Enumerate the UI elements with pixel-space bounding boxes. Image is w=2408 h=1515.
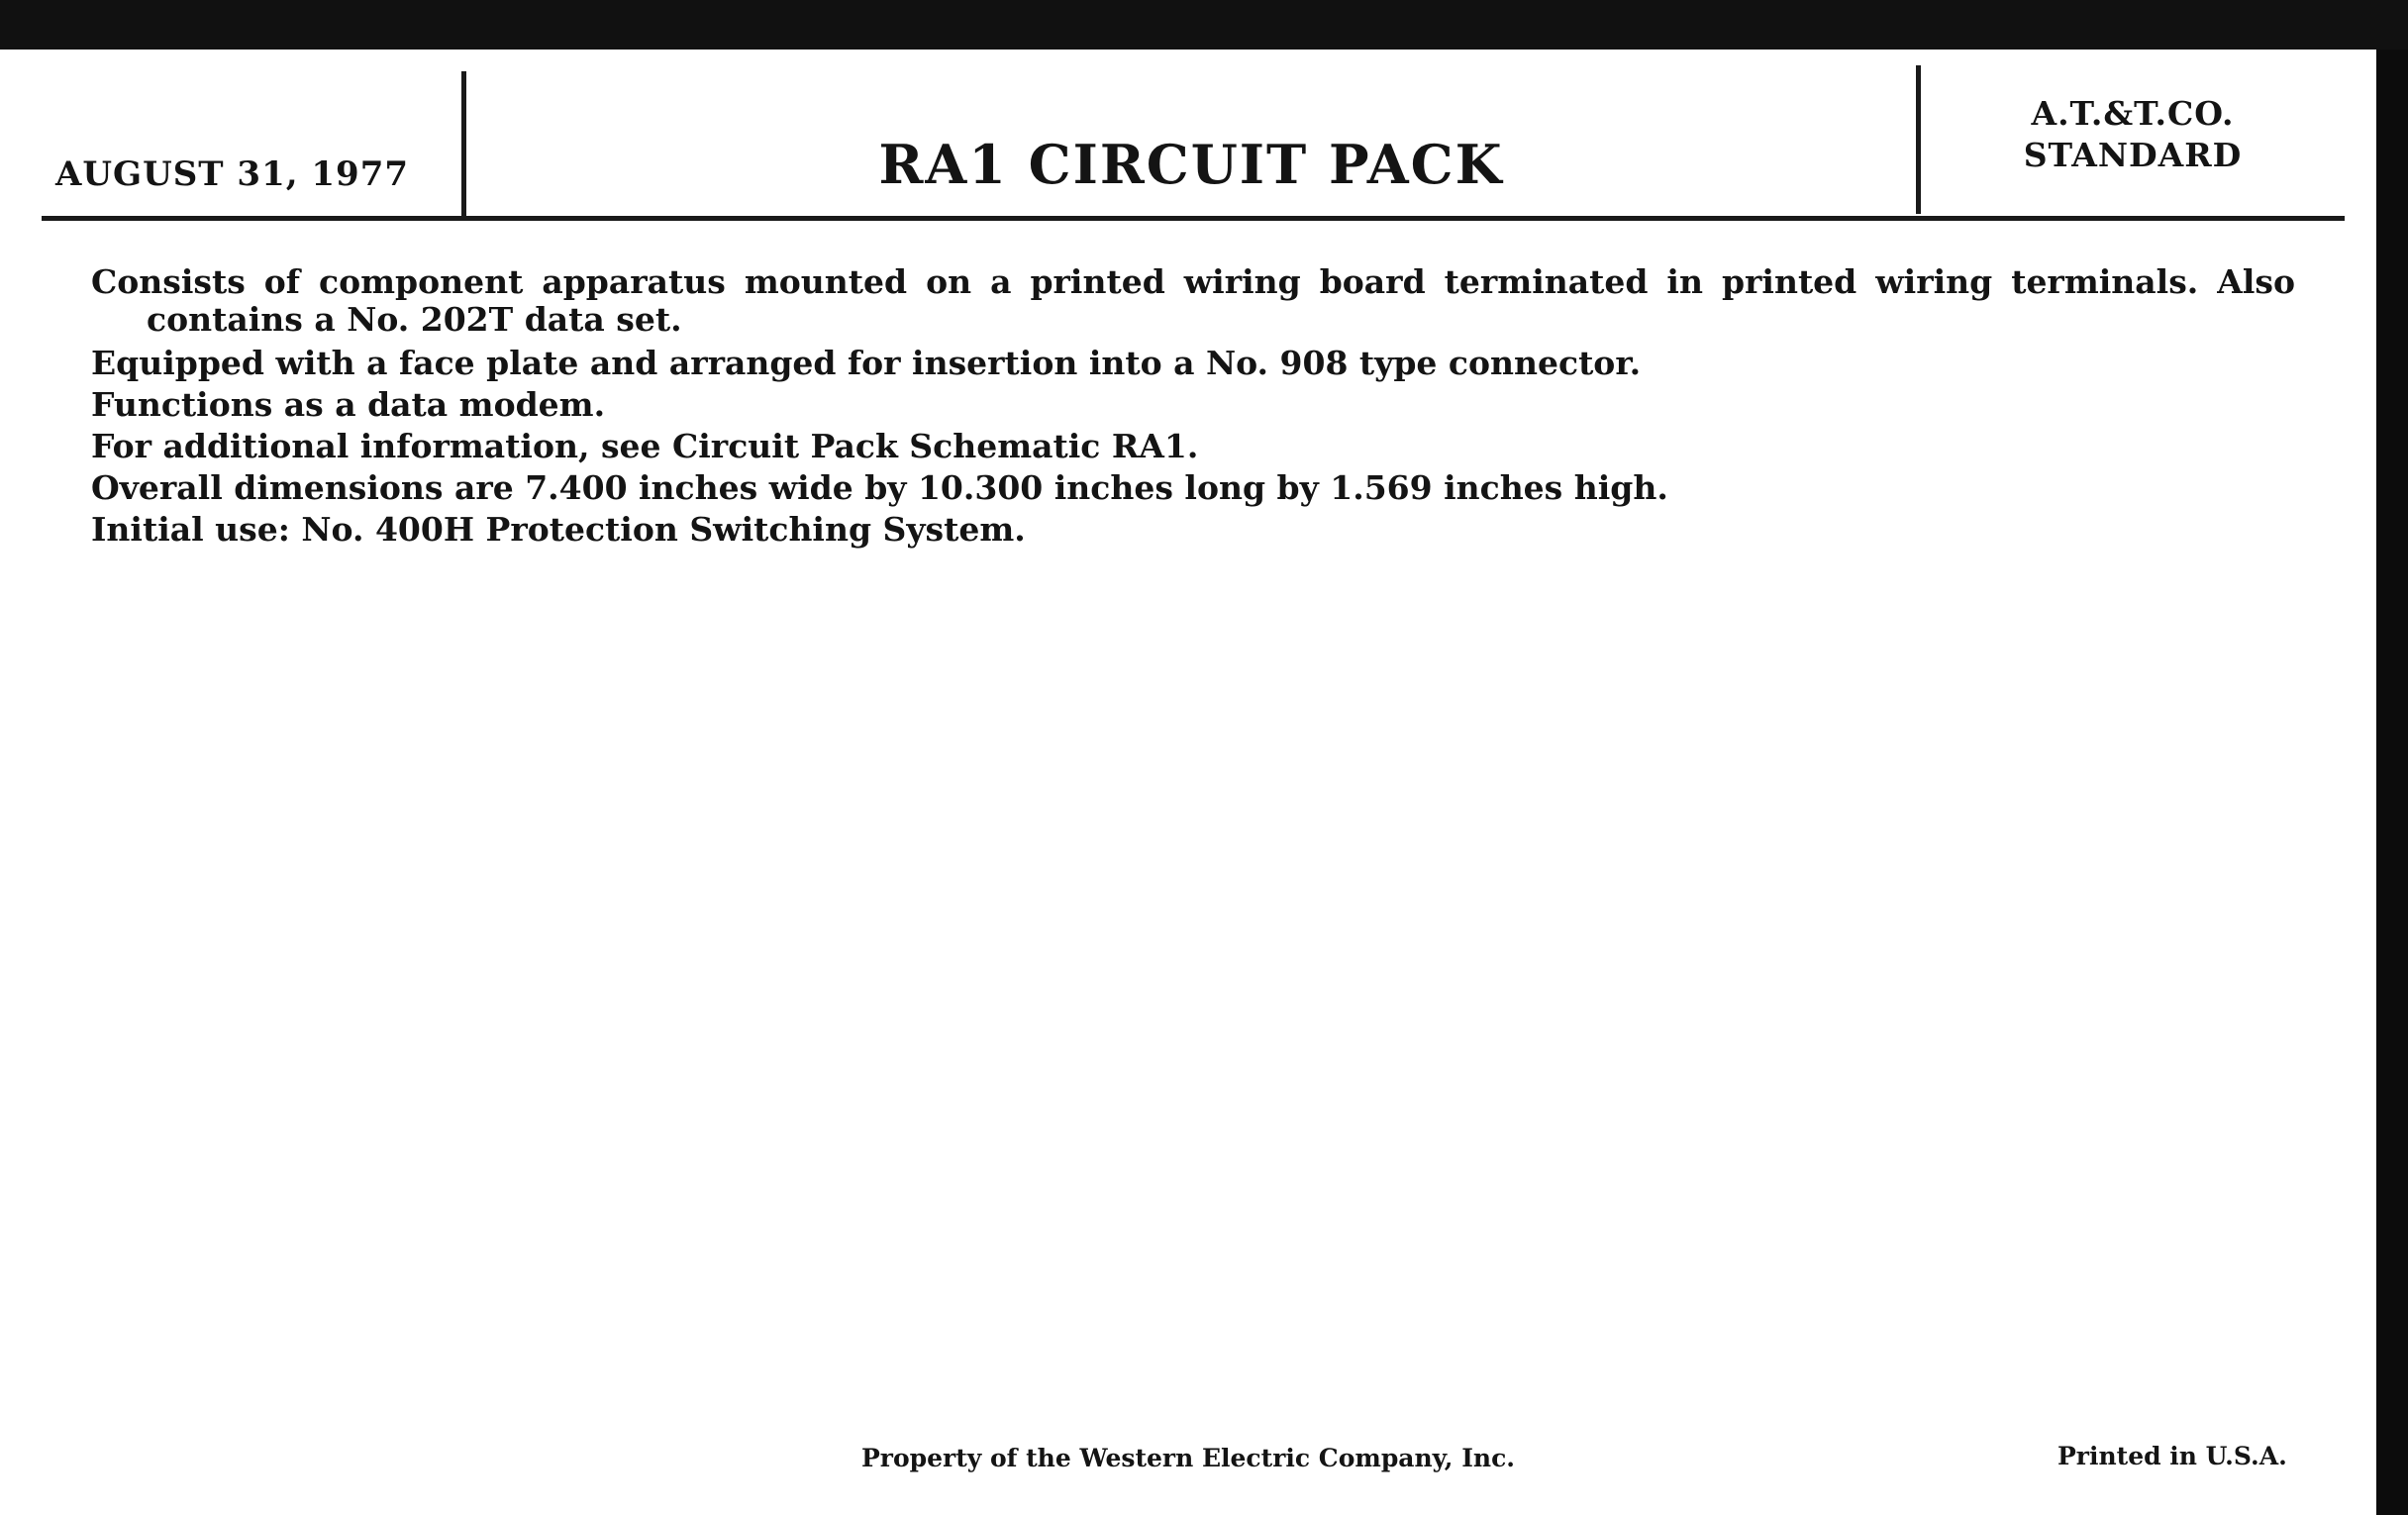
paragraph-function: Functions as a data modem. xyxy=(91,385,606,424)
paragraph-dimensions: Overall dimensions are 7.400 inches wide by 10.300 inches long by 1.569 inches high. xyxy=(91,468,1668,507)
paragraph-initial-use: Initial use: No. 400H Protection Switching System. xyxy=(91,510,1026,549)
paragraph-equipment: Equipped with a face plate and arranged for insertion into a No. 908 type connector. xyxy=(91,344,1642,382)
header-rule xyxy=(42,216,2345,221)
paragraph-description: Consists of component apparatus mounted on a printed wiring board terminated in printed wiring terminals. Also contains a No. 202T data set. xyxy=(91,262,2295,339)
standard-label xyxy=(1921,93,2345,176)
standard-line-1: A.T.&T.CO. xyxy=(2031,94,2235,133)
paragraph-reference: For additional information, see Circuit Pack Schematic RA1. xyxy=(91,427,1199,465)
footer-printed: Printed in U.S.A. xyxy=(2057,1442,2287,1470)
scan-edge xyxy=(2376,50,2408,1515)
footer-property: Property of the Western Electric Company, Inc. xyxy=(861,1444,1516,1472)
document-body xyxy=(91,263,2295,551)
document-date: AUGUST 31, 1977 xyxy=(55,154,410,194)
standard-line-2: STANDARD xyxy=(2023,136,2243,174)
document-card xyxy=(0,50,2376,1515)
document-title: RA1 CIRCUIT PACK xyxy=(878,133,1504,196)
